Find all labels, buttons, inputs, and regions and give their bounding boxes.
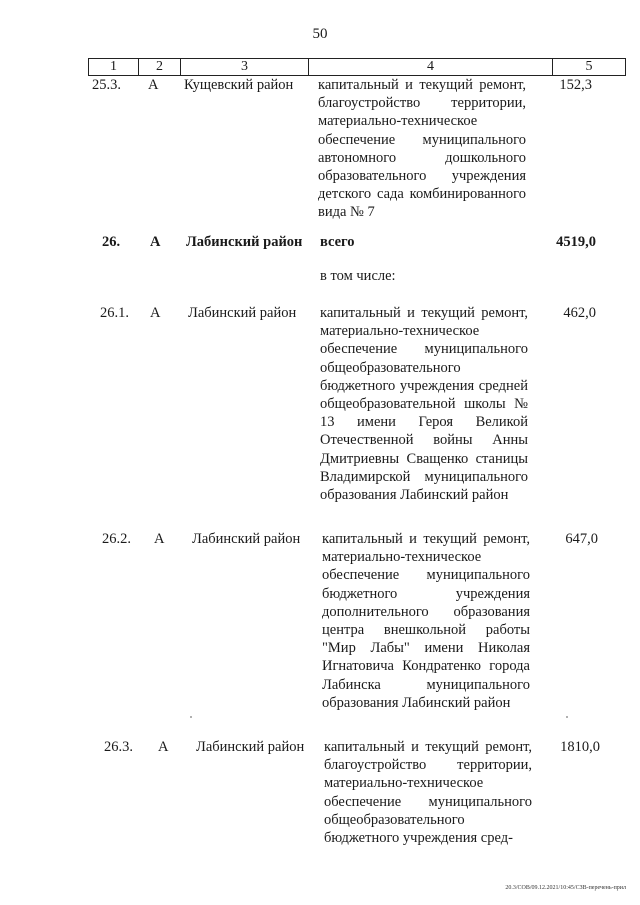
row-number: 26.1. [100,305,129,321]
scan-speck [566,716,568,718]
header-col-4: 4 [309,59,553,75]
row-district: Кущевский район [184,77,294,93]
row-letter: А [150,305,161,321]
row-letter: А [150,234,161,250]
row-district: Лабинский район [196,739,305,755]
row-description: в том числе: [320,268,396,284]
row-amount: 462,0 [563,305,596,321]
row-letter: А [158,739,169,755]
row-amount: 1810,0 [560,739,600,755]
row-number: 26. [102,234,121,250]
header-col-5: 5 [585,59,593,74]
row-description: капитальный и текущий ремонт, материально-техническое обеспечение муниципального бюджетного учреждения дополнительного образования центра внешкольной работы "Мир Лабы" имени Николая Игнатовича Кондратенко города Лабинска муниципального образования Лабинский район [322,531,530,711]
table-header [88,58,626,76]
row-amount: 152,3 [559,77,592,93]
row-letter: А [154,531,165,547]
header-col-1: 1 [89,59,139,75]
scan-speck [190,716,192,718]
row-number: 26.3. [104,739,133,755]
header-col-2: 2 [139,59,181,75]
document-footer-code: 20.3/СОВ/09.12.2021/10:45/СЗВ-перечень-прил [505,885,626,891]
row-district: Лабинский район [186,234,303,250]
row-letter: А [148,77,159,93]
row-district: Лабинский район [188,305,297,321]
row-description: капитальный и текущий ремонт, благоустройство территории, материально-техническое обеспечение муниципального общеобразовательного бюджетного учреждения сред- [324,739,532,847]
header-col-3: 3 [181,59,309,75]
row-amount: 4519,0 [556,234,596,250]
row-description: всего [320,234,355,250]
page-number: 50 [312,26,328,42]
row-amount: 647,0 [565,531,598,547]
row-district: Лабинский район [192,531,301,547]
row-number: 25.3. [92,77,121,93]
row-description: капитальный и текущий ремонт, благоустройство территории, материально-техническое обеспечение муниципального автономного дошкольного образовательного учреждения детского сада комбинированного вида № 7 [318,77,526,221]
row-number: 26.2. [102,531,131,547]
row-description: капитальный и текущий ремонт, материально-техническое обеспечение муниципального общеобразовательного бюджетного учреждения средней общеобразовательной школы № 13 имени Героя Великой Отечественной войны Анны Дмитриевны Сващенко станицы Владимирской муниципального образования Лабинский район [320,305,528,504]
